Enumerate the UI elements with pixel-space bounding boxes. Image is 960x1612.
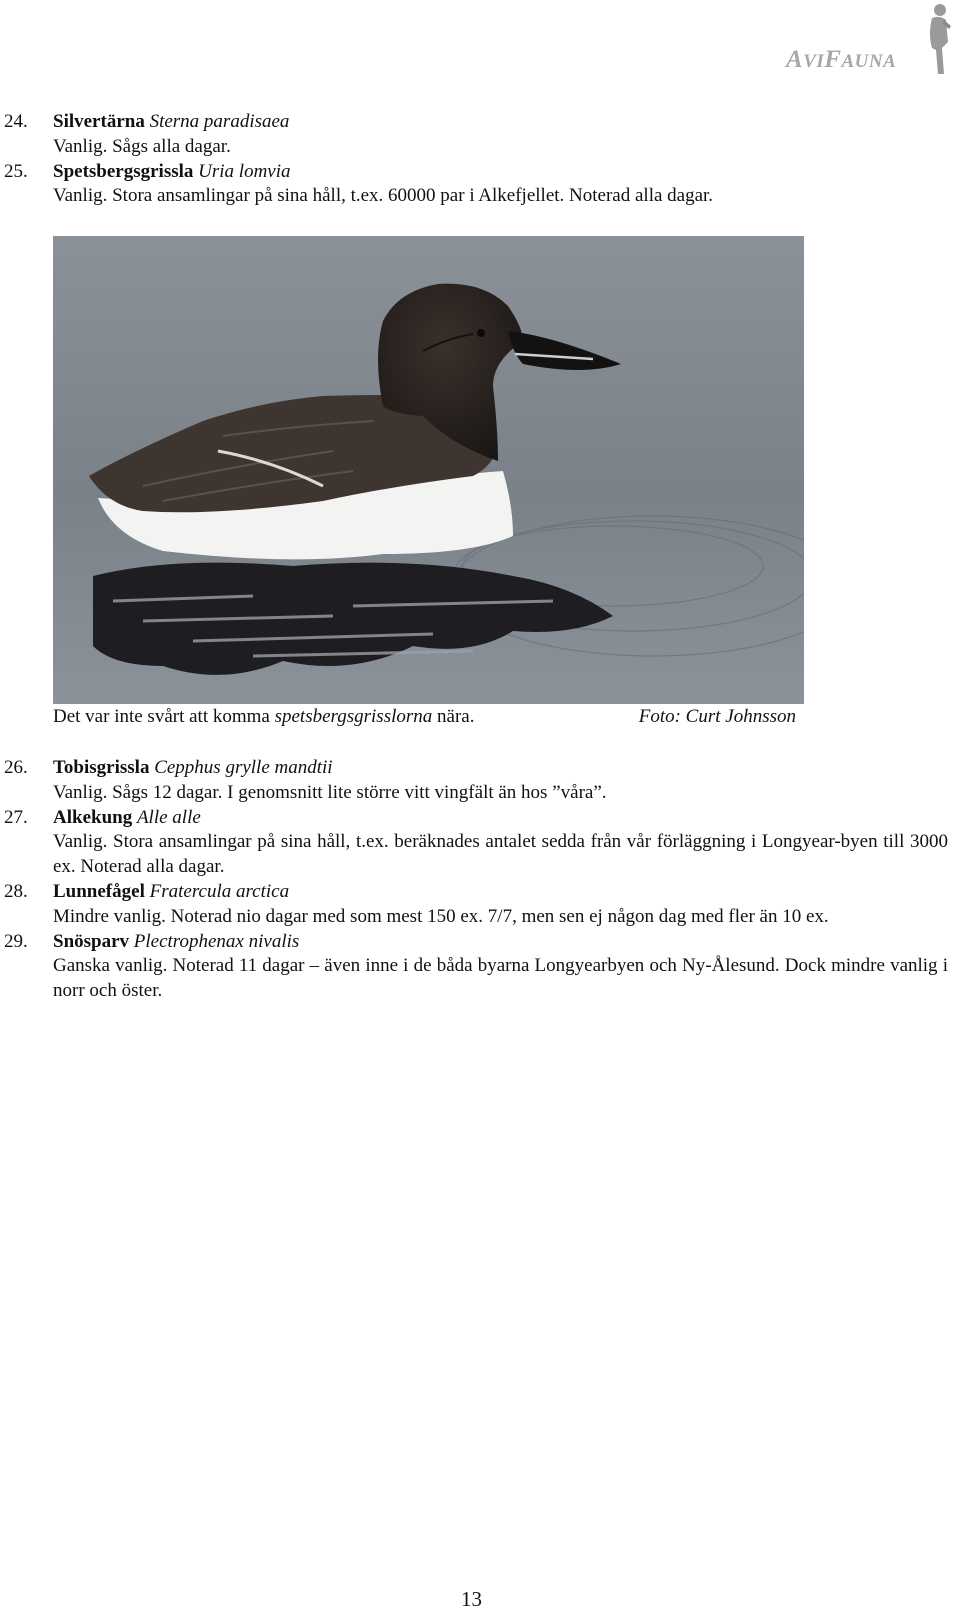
species-entry-26	[0, 756, 960, 806]
entry-description: Vanlig. Sågs alla dagar.	[53, 135, 231, 157]
entry-heading	[53, 110, 960, 135]
entry-heading	[53, 880, 960, 905]
bird-photo	[53, 236, 804, 704]
caption-text: Det var inte svårt att komma spetsbergsgrisslorna nära.	[53, 706, 475, 727]
entry-heading	[53, 806, 960, 831]
species-entry-24	[0, 110, 960, 160]
entry-number: 25.	[4, 160, 28, 182]
scientific-name: Cepphus grylle mandtii	[154, 757, 333, 778]
scientific-name: Alle alle	[136, 806, 201, 828]
entry-heading	[53, 930, 960, 955]
common-name: Alkekung	[53, 806, 133, 828]
entry-description: Mindre vanlig. Noterad nio dagar med som mest 150 ex. 7/7, men sen ej någon dag med fler än 10 ex.	[53, 905, 829, 927]
species-list-top	[0, 110, 960, 209]
scientific-name: Fratercula arctica	[149, 880, 290, 902]
avifauna-logo	[784, 0, 960, 82]
common-name: Tobisgrissla	[53, 757, 150, 778]
entry-number: 28.	[4, 880, 28, 902]
species-list-bottom	[0, 756, 960, 1004]
species-entry-29	[0, 930, 960, 1004]
entry-heading	[53, 756, 960, 781]
entry-number: 29.	[4, 930, 28, 952]
logo-wordmark: AVIFAUNA	[786, 46, 897, 73]
entry-number: 27.	[4, 806, 28, 828]
common-name: Lunnefågel	[53, 880, 145, 902]
entry-number: 24.	[4, 111, 28, 132]
scientific-name: Plectrophenax nivalis	[133, 930, 300, 952]
page-number: 13	[461, 1587, 482, 1611]
entry-description: Vanlig. Stora ansamlingar på sina håll, t.ex. beräknades antalet sedda från vår förläggning i Longyear-byen till 3000 ex. Noterad alla dagar.	[53, 831, 948, 878]
common-name: Snösparv	[53, 930, 130, 952]
species-entry-27	[0, 806, 960, 880]
entry-heading	[53, 160, 960, 185]
species-entry-28	[0, 880, 960, 930]
species-entry-25	[0, 160, 960, 210]
entry-description: Vanlig. Stora ansamlingar på sina håll, t.ex. 60000 par i Alkefjellet. Noterad alla dagar.	[53, 185, 714, 207]
photo-credit: Foto: Curt Johnsson	[638, 706, 796, 727]
scientific-name: Sterna paradisaea	[149, 111, 290, 132]
common-name: Spetsbergsgrissla	[53, 160, 194, 182]
entry-description: Vanlig. Sågs 12 dagar. I genomsnitt lite större vitt vingfält än hos ”våra”.	[53, 781, 607, 803]
birdwatcher-figure-icon	[922, 2, 952, 78]
common-name: Silvertärna	[53, 111, 145, 132]
photo-caption	[53, 704, 796, 730]
entry-number: 26.	[4, 757, 28, 778]
scientific-name: Uria lomvia	[198, 160, 291, 182]
entry-description: Ganska vanlig. Noterad 11 dagar – även inne i de båda byarna Longyearbyen och Ny-Ålesund. Dock mindre vanlig i norr och öster.	[53, 955, 948, 1002]
